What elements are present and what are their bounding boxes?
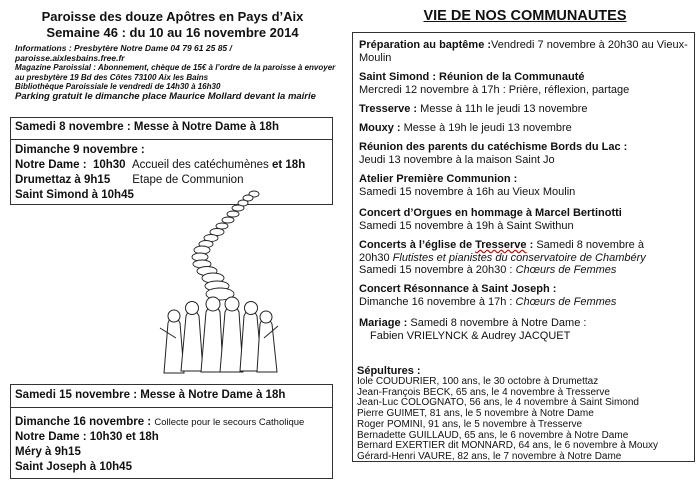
section-mouxy: Mouxy : Messe à 19h le jeudi 13 novembre [359,122,572,134]
week2-saturday: Samedi 15 novembre : Messe à Notre Dame à 18h [15,389,286,401]
section-premiere-communion: Atelier Première Communion : Samedi 15 novembre à 16h au Vieux Moulin [359,173,576,198]
death-entry: Jean-François BECK, 65 ans, le 4 novembre à Tresserve [357,386,610,398]
info-library: Bibliothèque Paroissiale le vendredi de 14h30 à 16h30 [15,82,221,92]
procession-illustration [150,188,285,383]
death-entry: Roger POMINI, 91 ans, le 5 novembre à Tresserve [357,418,583,430]
info-block [15,44,345,102]
section-resonance: Concert Résonnance à Saint Joseph : Dimanche 16 novembre à 17h : Chœurs de Femmes [359,283,617,308]
week1-saint-simond: Saint Simond à 10h45 [15,189,134,201]
week1-sunday: Dimanche 9 novembre : [15,144,145,156]
death-entry: Bernadette GUILLAUD, 65 ans, le 6 novembre à Notre Dame [357,429,629,441]
death-entry: Pierre GUIMET, 81 ans, le 5 novembre à Notre Dame [357,408,594,420]
week1-notre-dame: Notre Dame : 10h30 Accueil des catéchumènes et 18h [15,159,306,171]
sepultures-heading: Sépultures : [357,365,421,377]
week2-mass-box [10,384,333,479]
info-address: au presbytère 19 Bd des Côtes 73100 Aix les Bains [15,72,209,82]
week2-saint-joseph: Saint Joseph à 10h45 [15,461,132,473]
death-entry: Jean-Luc COLOGNATO, 56 ans, le 4 novembre à Saint Simond [357,397,639,409]
section-saint-simond: Saint Simond : Réunion de la Communauté Mercredi 12 novembre à 17h : Prière, réflexion, partage [359,71,630,96]
week1-saturday: Samedi 8 novembre : Messe à Notre Dame à 18h [15,121,279,133]
week-subtitle: Semaine 46 : du 10 au 16 novembre 2014 [46,25,299,40]
section-parents-catechisme: Réunion des parents du catéchisme Bords du Lac : Jeudi 13 novembre à la maison Saint Jo [359,141,628,166]
week2-mery: Méry à 9h15 [15,446,81,458]
death-entry: Iole COUDURIER, 100 ans, le 30 octobre à Drumettaz [357,376,599,387]
section-tresserve: Tresserve : Messe à 11h le jeudi 13 novembre [359,103,588,115]
section-concerts-tresserve: Concerts à l’église de Tresserve : Samedi 8 novembre à 20h30 Flutistes et pianistes du conservatoire de Chambéry Samedi 15 novembre à 20h30 : Chœurs de Femmes [359,239,646,276]
info-magazine: Magazine Paroissial : Abonnement, chèque de 15€ à l’ordre de la paroisse à envoyer [15,63,336,73]
section-concert-orgues: Concert d’Orgues en hommage à Marcel Bertinotti Samedi 15 novembre à 19h à Saint Swithun [359,207,622,232]
week1-drumettaz: Drumettaz à 9h15 Etape de Communion [15,174,244,186]
sepultures-list [352,365,695,463]
death-entry: Bernard EXERTIER dit MONNARD, 64 ans, le 6 novembre à Mouxy [357,440,659,452]
week2-notre-dame: Notre Dame : 10h30 et 18h [15,431,159,443]
week2-sunday: Dimanche 16 novembre : Collecte pour le secours Catholique [15,416,305,428]
info-website: paroisse.aixlesbains.free.fr [15,52,125,63]
info-label: Informations : [15,43,72,53]
info-presbytere: Presbytère Notre Dame 04 79 61 25 85 / [74,43,232,53]
section-bapteme: Préparation au baptême :Vendredi 7 novembre à 20h30 au Vieux-Moulin [359,39,688,64]
section-mariage: Mariage : Samedi 8 novembre à Notre Dame : Fabien VRIELYNCK & Audrey JACQUET [359,317,587,342]
death-entry: Gérard-Henri VAURE, 82 ans, le 7 novembre à Notre Dame [357,450,622,462]
communities-title: VIE DE NOS COMMUNAUTES [423,8,627,24]
info-parking: Parking gratuit le dimanche place Maurice Mollard devant la mairie [15,90,316,102]
parish-title: Paroisse des douze Apôtres en Pays d’Aix [41,9,304,24]
